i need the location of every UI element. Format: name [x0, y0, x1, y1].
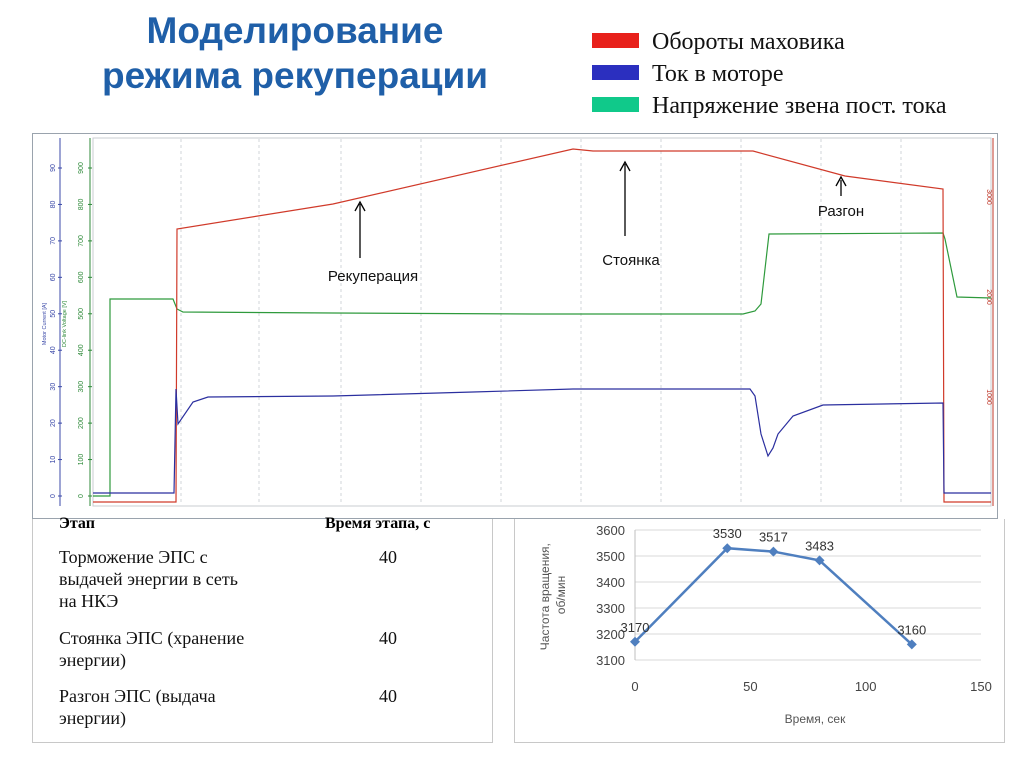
- chart-y-tick-label: 3600: [596, 523, 625, 538]
- speed-tick-label: 2000: [985, 289, 992, 305]
- current-tick-label: 0: [50, 494, 57, 498]
- table-row-time: 40: [379, 628, 397, 648]
- current-tick-label: 70: [50, 236, 57, 245]
- chart-y-tick-label: 3100: [596, 653, 625, 668]
- chart-point: [768, 547, 778, 557]
- legend-swatch-blue: [592, 65, 639, 80]
- chart-data-label: 3517: [758, 529, 788, 545]
- chart-y-tick-label: 3500: [596, 549, 625, 564]
- chart-data-label: 3170: [620, 619, 650, 635]
- plot-frame: [93, 138, 991, 506]
- table-header-time: Время этапа, с: [325, 515, 431, 532]
- voltage-axis-label: DC-link Voltage [V]: [62, 300, 68, 348]
- voltage-tick-label: 400: [78, 344, 85, 357]
- stage-line: энергии): [59, 650, 126, 670]
- voltage-tick-label: 0: [78, 494, 85, 498]
- voltage-tick-label: 100: [78, 453, 85, 466]
- voltage-tick-label: 700: [78, 235, 85, 247]
- chart-x-axis-title: Время, сек: [784, 712, 846, 726]
- chart-y-tick-label: 3400: [596, 575, 625, 590]
- legend-swatch-red: [592, 33, 639, 48]
- table-row-stage: [59, 627, 244, 671]
- voltage-tick-label: 600: [78, 271, 85, 284]
- table-row-stage: [59, 685, 216, 729]
- legend-label-dc-link-voltage: Напряжение звена пост. тока: [652, 93, 947, 119]
- current-tick-label: 40: [50, 346, 57, 355]
- stage-line: Разгон ЭПС (выдача: [59, 686, 216, 706]
- voltage-tick-label: 500: [78, 307, 85, 320]
- stage-line: Стоянка ЭПС (хранение: [59, 628, 245, 648]
- voltage-tick-label: 800: [78, 198, 85, 211]
- page-title: [40, 8, 550, 98]
- stage-line: на НКЭ: [59, 591, 119, 611]
- chart-points: [630, 543, 917, 649]
- chart-x-tick-label: 150: [970, 679, 992, 694]
- chart-y-tick-label: 3300: [596, 601, 625, 616]
- stage-line: выдачей энергии в сеть: [59, 569, 238, 589]
- current-tick-label: 30: [50, 382, 57, 391]
- oscillogram-svg: [33, 134, 999, 520]
- chart-y-tick-label: 3200: [596, 627, 625, 642]
- voltage-tick-label: 300: [78, 380, 85, 393]
- stage-table: [32, 515, 493, 743]
- current-axis-label: Motor Current [A]: [42, 302, 48, 346]
- stage-line: Торможение ЭПС с: [59, 547, 208, 567]
- current-tick-label: 50: [50, 309, 57, 318]
- chart-y-tick-labels: [596, 523, 625, 668]
- legend-label-motor-current: Ток в моторе: [652, 61, 784, 87]
- speed-tick-label: 1000: [985, 389, 992, 405]
- chart-y-axis-title: [538, 540, 568, 650]
- chart-y-axis-title-line2: об/мин: [554, 575, 568, 615]
- title-line-2: режима рекуперации: [101, 55, 489, 96]
- table-header-stage: Этап: [59, 515, 95, 532]
- annotation-recuperation: Рекуперация: [327, 268, 419, 285]
- annotation-acceleration: Разгон: [817, 203, 865, 220]
- chart-x-tick-label: 50: [743, 679, 758, 694]
- annotation-parking: Стоянка: [602, 252, 660, 269]
- legend-label-flywheel-speed: Обороты маховика: [652, 29, 845, 55]
- chart-y-axis-title-line1: Частота вращения,: [538, 543, 552, 651]
- oscillogram-panel: [32, 133, 998, 519]
- current-tick-label: 90: [50, 164, 57, 172]
- table-row-stage: [59, 546, 238, 612]
- chart-data-label: 3483: [805, 538, 834, 554]
- chart-data-label: 3530: [712, 526, 742, 542]
- voltage-tick-label: 200: [78, 417, 85, 429]
- chart-x-tick-labels: [631, 679, 991, 694]
- current-tick-label: 80: [50, 200, 57, 209]
- chart-x-tick-label: 100: [854, 679, 877, 694]
- current-tick-label: 60: [50, 273, 57, 282]
- title-line-1: Моделирование: [146, 10, 444, 51]
- speed-chart: [515, 519, 1006, 743]
- speed-tick-label: 3000: [985, 189, 992, 205]
- chart-series-line: [635, 548, 912, 644]
- current-tick-label: 20: [50, 419, 57, 428]
- table-row-time: 40: [379, 686, 397, 706]
- legend-swatch-green: [592, 97, 639, 112]
- stage-line: энергии): [59, 708, 126, 728]
- current-tick-label: 10: [50, 455, 57, 464]
- chart-data-label: 3160: [897, 622, 927, 638]
- speed-chart-panel: [514, 519, 1005, 743]
- table-row-time: 40: [379, 547, 397, 567]
- chart-x-tick-label: 0: [631, 679, 639, 694]
- voltage-tick-label: 900: [78, 162, 85, 174]
